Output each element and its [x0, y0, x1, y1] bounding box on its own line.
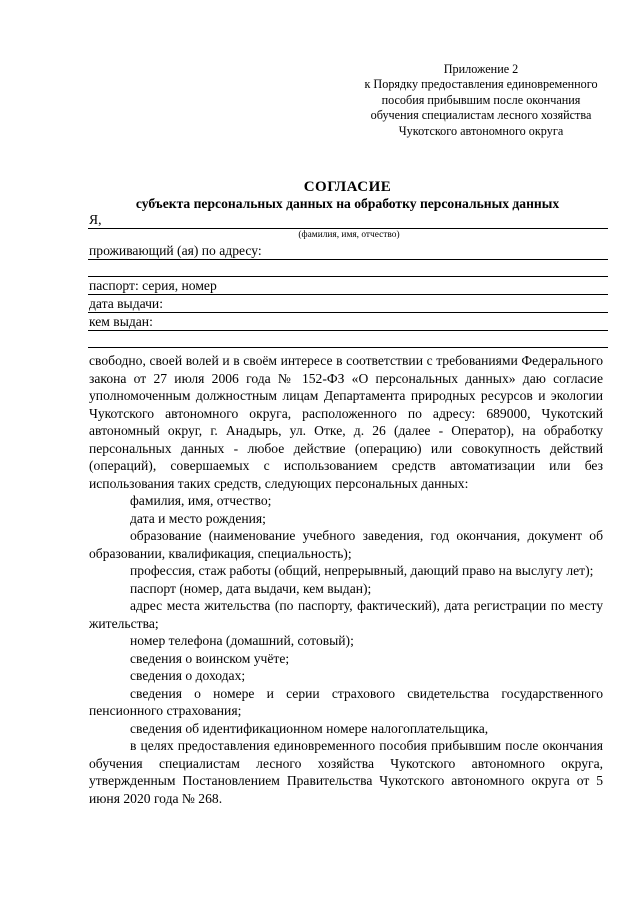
name-field-line[interactable] — [88, 228, 608, 229]
list-item: паспорт (номер, дата выдачи, кем выдан); — [130, 580, 372, 596]
passport-label: паспорт: серия, номер — [89, 278, 217, 293]
appendix-line: Приложение 2 — [443, 62, 519, 76]
issued-by-label: кем выдан: — [89, 314, 153, 329]
document-title: СОГЛАСИЕ — [303, 179, 392, 195]
address-field-line-2[interactable] — [88, 276, 608, 277]
list-item: сведения о номере и серии страхового свидетельства государственного пенсионного страхования; — [89, 685, 603, 718]
list-item: профессия, стаж работы (общий, непрерывный, дающий право на выслугу лет); — [130, 563, 594, 578]
issued-by-field-line[interactable] — [88, 330, 608, 331]
purpose-paragraph: в целях предоставления единовременного пособия прибывшим после окончания обучения специалистам лесного хозяйства Чукотского автономного округа, утвержденным Постановлением Правительства Чукотского автономного округа от 5 июня 2020 года № 268. — [89, 738, 603, 806]
appendix-line: пособия прибывшим после окончания — [381, 92, 581, 107]
consent-body — [89, 352, 603, 807]
issue-date-label: дата выдачи: — [89, 296, 163, 311]
document-subtitle: субъекта персональных данных на обработку персональных данных — [135, 196, 560, 211]
issued-by-field-line-2[interactable] — [88, 347, 608, 348]
address-field-line[interactable] — [88, 259, 608, 260]
appendix-line: к Порядку предоставления единовременного — [364, 77, 598, 92]
list-item: адрес места жительства (по паспорту, фактический), дата регистрации по месту жительства; — [89, 598, 603, 631]
list-item: сведения об идентификационном номере налогоплательщика, — [130, 720, 489, 736]
name-label: Я, — [89, 212, 102, 227]
list-item: фамилия, имя, отчество; — [130, 493, 272, 508]
address-label: проживающий (ая) по адресу: — [89, 243, 262, 258]
issue-date-field-line[interactable] — [88, 312, 608, 313]
list-item: номер телефона (домашний, сотовый); — [130, 633, 354, 648]
appendix-line: Чукотского автономного округа — [398, 123, 564, 138]
list-item: образование (наименование учебного заведения, год окончания, документ об образовании, квалификация, специальность); — [89, 528, 603, 561]
list-item: дата и место рождения; — [130, 510, 266, 526]
appendix-line: обучения специалистам лесного хозяйства — [370, 108, 592, 123]
name-hint: (фамилия, имя, отчество) — [298, 230, 400, 240]
appendix-block — [330, 62, 632, 139]
list-item: сведения о воинском учёте; — [130, 650, 290, 666]
list-item: сведения о доходах; — [130, 668, 246, 683]
passport-field-line[interactable] — [88, 294, 608, 295]
intro-paragraph: свободно, своей волей и в своём интересе в соответствии с требованиями Федерального закона от 27 июля 2006 года № 152-ФЗ «О персональных данных» даю согласие уполномоченным должностным лицам Департамента природных ресурсов и экологии Чукотского автономного округа, расположенного по адресу: 689000, Чукотский автономный округ, г. Анадырь, ул. Отке, д. 26 (далее - Оператор), на обработку персональных данных - любое действие (операцию) или совокупность действий (операций), совершаемых с использованием средств автоматизации или без использования таких средств, следующих персональных данных: — [89, 353, 603, 491]
